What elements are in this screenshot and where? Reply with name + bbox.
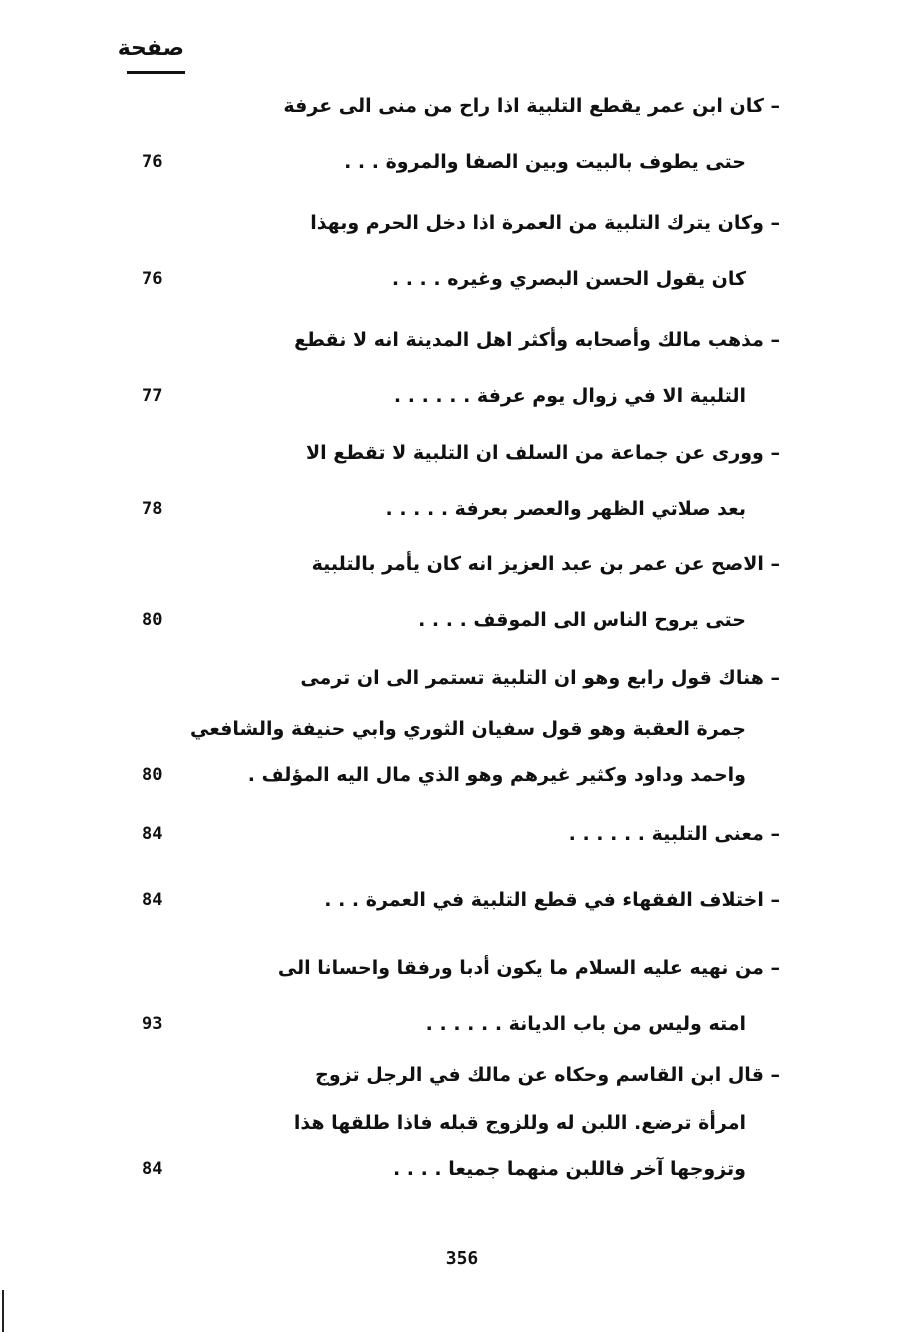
entry-text: واحمد وداود وكثير غيرهم وهو الذي مال اليه المؤلف . (247, 764, 746, 786)
entry-text: – اختلاف الفقهاء في قطع التلبية في العمرة . . . (324, 889, 780, 911)
toc-entry (120, 1050, 780, 1192)
entry-page-number: 80 (142, 610, 163, 630)
entry-line (120, 312, 780, 368)
entry-page-number: 93 (142, 1014, 163, 1034)
entry-line (120, 872, 780, 928)
entry-line (120, 806, 780, 862)
toc-entry (120, 312, 780, 424)
entry-text: التلبية الا في زوال يوم عرفة . . . . . . (393, 385, 746, 407)
entry-text: – وورى عن جماعة من السلف ان التلبية لا تقطع الا (305, 442, 780, 464)
entry-text: حتى يروح الناس الى الموقف . . . . (418, 609, 746, 631)
page-number: 356 (445, 1248, 479, 1269)
toc-entry (120, 425, 780, 537)
entry-page-number: 77 (142, 386, 163, 406)
entry-line (120, 1146, 780, 1192)
entry-line (120, 996, 780, 1052)
entry-page-number: 84 (142, 1159, 163, 1179)
entry-text: حتى يطوف بالبيت وبين الصفا والمروة . . . (344, 151, 746, 173)
entry-page-number: 80 (142, 765, 163, 785)
entry-line (120, 940, 780, 996)
entry-line (120, 1050, 780, 1100)
toc-entry (120, 536, 780, 648)
toc-entry (120, 872, 780, 928)
column-header-page: صفحة (117, 36, 184, 61)
entry-text: امته وليس من باب الديانة . . . . . . (425, 1013, 746, 1035)
entry-page-number: 84 (142, 890, 163, 910)
entry-page-number: 76 (142, 269, 163, 289)
entry-text: بعد صلاتي الظهر والعصر بعرفة . . . . . (385, 498, 746, 520)
entry-text: – معنى التلبية . . . . . . (568, 823, 780, 845)
toc-entry (120, 806, 780, 862)
entry-text: كان يقول الحسن البصري وغيره . . . . (391, 268, 746, 290)
entry-line (120, 134, 780, 190)
toc-entry (120, 940, 780, 1052)
entry-line (120, 536, 780, 592)
entry-line (120, 425, 780, 481)
entry-line (120, 368, 780, 424)
toc-entry (120, 195, 780, 307)
entry-line (120, 78, 780, 134)
entry-line (120, 481, 780, 537)
entry-page-number: 76 (142, 152, 163, 172)
entry-text: – وكان يترك التلبية من العمرة اذا دخل الحرم وبهذا (310, 212, 780, 234)
entry-text: – قال ابن القاسم وحكاه عن مالك في الرجل تزوج (315, 1064, 780, 1086)
entry-text: – هناك قول رابع وهو ان التلبية تستمر الى ان ترمى (300, 667, 780, 689)
header-underline (127, 71, 185, 74)
entry-line (120, 251, 780, 307)
toc-entry (120, 650, 780, 798)
entry-text: جمرة العقبة وهو قول سفيان الثوري وابي حنيفة والشافعي (190, 718, 746, 740)
entry-text: – مذهب مالك وأصحابه وأكثر اهل المدينة انه لا نقطع (294, 329, 780, 351)
entry-page-number: 84 (142, 824, 163, 844)
entry-text: امرأة ترضع. اللبن له وللزوج قبله فاذا طلقها هذا (293, 1112, 746, 1134)
entry-line (120, 650, 780, 706)
entry-text: – كان ابن عمر يقطع التلبية اذا راح من منى الى عرفة (283, 95, 780, 117)
entry-page-number: 78 (142, 499, 163, 519)
toc-entry (120, 78, 780, 190)
entry-text: وتزوجها آخر فاللبن منهما جميعا . . . . (392, 1158, 746, 1180)
entry-text: – الاصح عن عمر بن عبد العزيز انه كان يأمر بالتلبية (311, 553, 780, 575)
scan-margin-line (2, 1290, 4, 1332)
entry-line (120, 592, 780, 648)
entry-line (120, 1100, 780, 1146)
entry-line (120, 752, 780, 798)
entry-line (120, 706, 780, 752)
entry-line (120, 195, 780, 251)
entry-text: – من نهيه عليه السلام ما يكون أدبا ورفقا واحسانا الى (277, 957, 780, 979)
